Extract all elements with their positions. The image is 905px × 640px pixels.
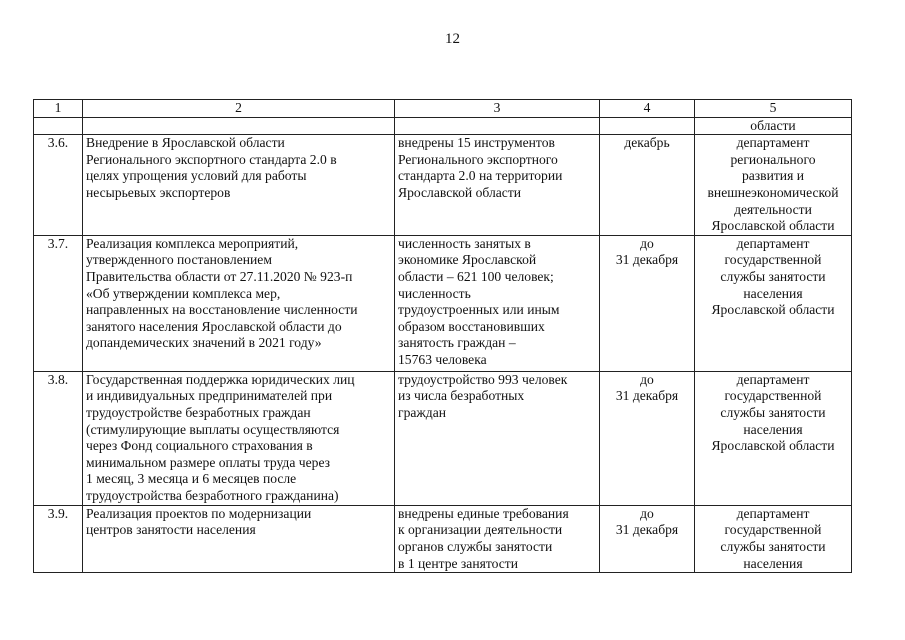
row-responsible: департамент регионального развития и внешнеэкономической деятельности Ярославской области [695, 135, 852, 236]
row-number: 3.7. [34, 235, 83, 371]
continuation-cell-3 [395, 117, 600, 135]
row-activity: Реализация комплекса мероприятий, утвержденного постановлением Правительства области от 27.11.2020 № 923-п «Об утверждении комплекса мер, направленных на восстановление численности занятого населения Ярославской области до допандемических значений в 2021 году» [83, 235, 395, 371]
row-deadline: до 31 декабря [600, 505, 695, 572]
header-col-1: 1 [34, 100, 83, 118]
continuation-cell-responsible: области [695, 117, 852, 135]
header-col-5: 5 [695, 100, 852, 118]
header-col-2: 2 [83, 100, 395, 118]
row-result: внедрены 15 инструментов Регионального экспортного стандарта 2.0 на территории Ярославской области [395, 135, 600, 236]
row-activity: Государственная поддержка юридических лиц и индивидуальных предпринимателей при трудоустройстве безработных граждан (стимулирующие выплаты осуществляются через Фонд социального страхования в минимальном размере оплаты труда через 1 месяц, 3 месяца и 6 месяцев после трудоустройства безработного гражданина) [83, 371, 395, 505]
row-result: внедрены единые требования к организации деятельности органов службы занятости в 1 центре занятости [395, 505, 600, 572]
row-number: 3.9. [34, 505, 83, 572]
table-header-row [34, 100, 852, 118]
plan-table [33, 99, 852, 573]
row-responsible: департамент государственной службы занятости населения Ярославской области [695, 235, 852, 371]
table-row [34, 135, 852, 236]
row-activity: Внедрение в Ярославской области Регионального экспортного стандарта 2.0 в целях упрощения условий для работы несырьевых экспортеров [83, 135, 395, 236]
row-deadline: до 31 декабря [600, 371, 695, 505]
table-row [34, 235, 852, 371]
page-number: 12 [445, 31, 460, 47]
continuation-cell-2 [83, 117, 395, 135]
header-col-3: 3 [395, 100, 600, 118]
row-number: 3.8. [34, 371, 83, 505]
continuation-row [34, 117, 852, 135]
row-deadline: до 31 декабря [600, 235, 695, 371]
row-number: 3.6. [34, 135, 83, 236]
row-responsible: департамент государственной службы занятости населения [695, 505, 852, 572]
row-result: трудоустройство 993 человек из числа безработных граждан [395, 371, 600, 505]
header-col-4: 4 [600, 100, 695, 118]
continuation-cell-4 [600, 117, 695, 135]
row-activity: Реализация проектов по модернизации центров занятости населения [83, 505, 395, 572]
row-responsible: департамент государственной службы занятости населения Ярославской области [695, 371, 852, 505]
continuation-cell-1 [34, 117, 83, 135]
table-row [34, 371, 852, 505]
row-result: численность занятых в экономике Ярославской области – 621 100 человек; численность трудоустроенных или иным образом восстановивших занятость граждан – 15763 человека [395, 235, 600, 371]
row-deadline: декабрь [600, 135, 695, 236]
table-row [34, 505, 852, 572]
